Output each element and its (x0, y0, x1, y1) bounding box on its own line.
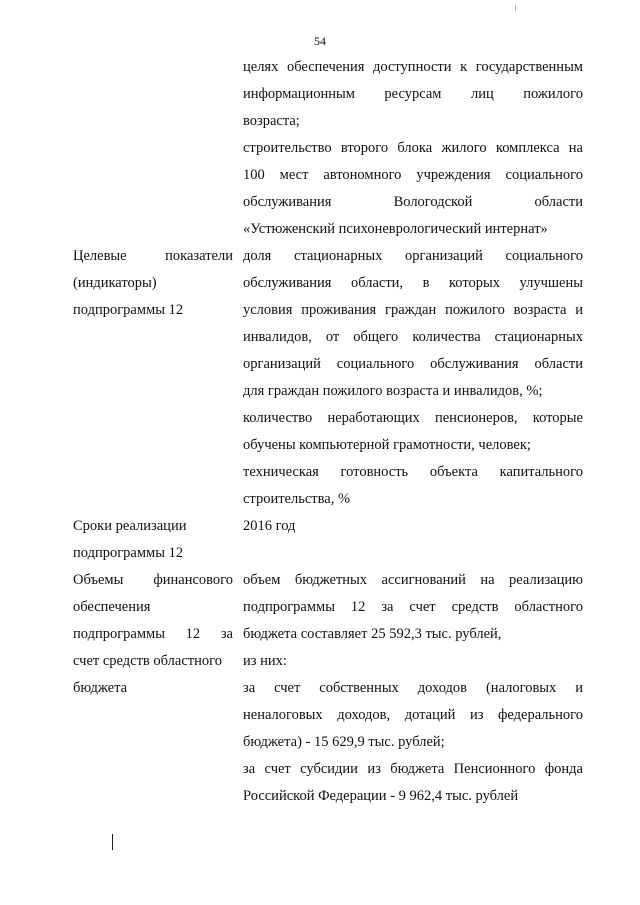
text-line: строительства, % (243, 491, 351, 507)
label-line: подпрограммы 12 за (73, 626, 233, 642)
text-line: инвалидов, от общего количества стационарных (243, 329, 583, 345)
label-line: (индикаторы) (73, 275, 157, 291)
section-3-content (243, 567, 583, 810)
text-line: «Устюженский психоневрологический интернат» (243, 221, 548, 237)
label-line: подпрограммы 12 (73, 545, 184, 561)
section-2-label (73, 513, 233, 567)
section-3-label (73, 567, 233, 702)
label-line: бюджета (73, 680, 128, 696)
text-line: подпрограммы 12 за счет средств областного (243, 599, 583, 615)
label-line: Сроки реализации (73, 518, 187, 534)
text-line: объем бюджетных ассигнований на реализацию (243, 572, 583, 588)
label-line: Объемы финансового (73, 572, 233, 588)
text-line: Российской Федерации - 9 962,4 тыс. рублей (243, 788, 519, 804)
text-line: из них: (243, 653, 287, 669)
text-line: информационным ресурсам лиц пожилого (243, 86, 583, 102)
scan-artifact (515, 5, 516, 11)
section-2-content (243, 513, 583, 540)
text-line: бюджета) - 15 629,9 тыс. рублей; (243, 734, 445, 750)
section-1-content (243, 243, 583, 513)
label-line: подпрограммы 12 (73, 302, 184, 318)
section-0-right (243, 54, 583, 243)
label-line: счет средств областного (73, 653, 222, 669)
text-line: количество неработающих пенсионеров, которые (243, 410, 583, 426)
text-line: за счет собственных доходов (налоговых и (243, 680, 583, 696)
page-number: 54 (314, 34, 326, 48)
text-line: обслуживания области, в которых улучшены (243, 275, 583, 291)
margin-mark (112, 834, 113, 850)
text-line: обслуживания Вологодской области (243, 194, 583, 210)
text-line: бюджета составляет 25 592,3 тыс. рублей, (243, 626, 502, 642)
text-line: условия проживания граждан пожилого возраста и (243, 302, 583, 318)
text-line: организаций социального обслуживания области (243, 356, 583, 372)
text-line: возраста; (243, 113, 300, 129)
text-line: неналоговых доходов, дотаций из федерального (243, 707, 583, 723)
label-line: Целевые показатели (73, 248, 233, 264)
text-line: за счет субсидии из бюджета Пенсионного фонда (243, 761, 583, 777)
text-line: доля стационарных организаций социального (243, 248, 583, 264)
text-line: целях обеспечения доступности к государственным (243, 59, 583, 75)
text-line: 100 мест автономного учреждения социального (243, 167, 583, 183)
text-line: 2016 год (243, 518, 296, 534)
label-line: обеспечения (73, 599, 151, 615)
section-1-label (73, 243, 233, 324)
text-line: для граждан пожилого возраста и инвалидов, %; (243, 383, 543, 399)
text-line: строительство второго блока жилого комплекса на (243, 140, 583, 156)
text-line: техническая готовность объекта капитального (243, 464, 583, 480)
text-line: обучены компьютерной грамотности, человек; (243, 437, 531, 453)
